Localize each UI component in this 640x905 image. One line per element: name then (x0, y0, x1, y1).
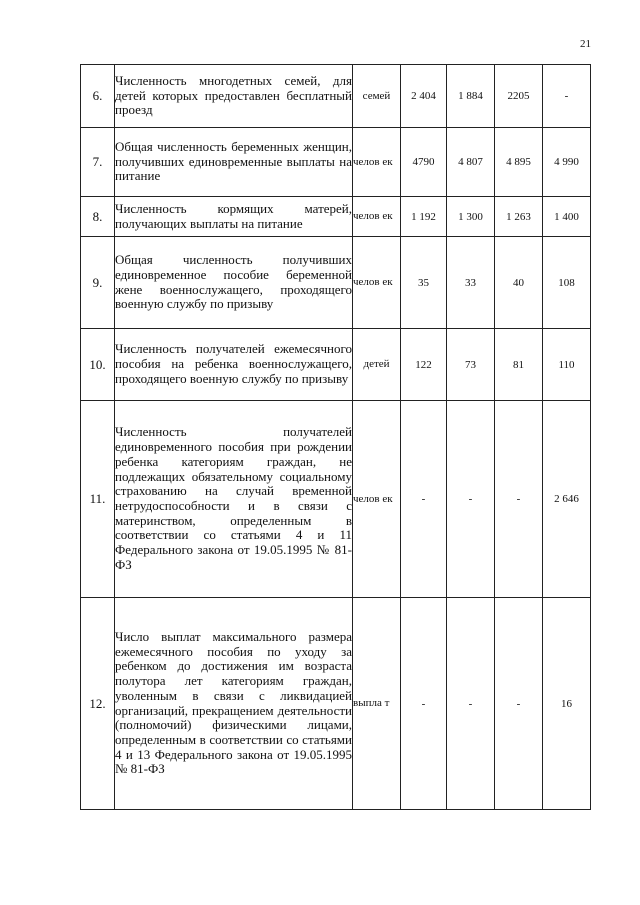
row-value-1: 122 (401, 329, 447, 401)
statistics-table (80, 64, 591, 810)
row-description (115, 65, 353, 128)
table-row (81, 329, 591, 401)
row-unit: челов ек (353, 401, 401, 598)
row-unit: челов ек (353, 237, 401, 329)
row-value-4: 108 (543, 237, 591, 329)
row-description-text: Общая численность получивших единовременное пособие беременной жене военнослужащего, проходящего военную службу по призыву (115, 252, 352, 312)
row-value-4: 16 (543, 598, 591, 810)
row-value-2: 73 (447, 329, 495, 401)
row-number: 12. (81, 598, 115, 810)
row-value-1: - (401, 401, 447, 598)
page-number: 21 (580, 38, 591, 50)
row-unit: детей (353, 329, 401, 401)
row-description-text: Численность многодетных семей, для детей которых предоставлен бесплатный проезд (115, 72, 352, 118)
row-value-1: 35 (401, 237, 447, 329)
row-description (115, 401, 353, 598)
row-number: 8. (81, 197, 115, 237)
row-value-4: 1 400 (543, 197, 591, 237)
row-value-1: 4790 (401, 128, 447, 197)
row-description (115, 128, 353, 197)
row-value-2: 4 807 (447, 128, 495, 197)
row-description (115, 197, 353, 237)
row-value-1: 1 192 (401, 197, 447, 237)
row-value-2: 1 884 (447, 65, 495, 128)
row-unit: челов ек (353, 128, 401, 197)
row-value-4: 2 646 (543, 401, 591, 598)
row-description (115, 598, 353, 810)
row-value-4: 4 990 (543, 128, 591, 197)
row-number: 6. (81, 65, 115, 128)
row-value-3: 2205 (495, 65, 543, 128)
row-description-text: Число выплат максимального размера ежемесячного пособия по уходу за ребенком до достижения им возраста полутора лет категориям граждан, уволенным в связи с ликвидацией организаций, прекращением деятельности (полномочий) физическими лицами, определенным в соответствии со статьями 4 и 13 Федерального закона от 19.05.1995 № 81-ФЗ (115, 628, 352, 777)
row-value-1: 2 404 (401, 65, 447, 128)
row-value-4: 110 (543, 329, 591, 401)
row-number: 7. (81, 128, 115, 197)
row-value-3: 40 (495, 237, 543, 329)
row-unit: выпла т (353, 598, 401, 810)
row-value-1: - (401, 598, 447, 810)
row-value-2: 33 (447, 237, 495, 329)
row-number: 10. (81, 329, 115, 401)
table-row (81, 65, 591, 128)
row-description (115, 237, 353, 329)
row-value-3: 4 895 (495, 128, 543, 197)
row-description (115, 329, 353, 401)
table-row (81, 401, 591, 598)
row-number: 9. (81, 237, 115, 329)
row-value-2: - (447, 401, 495, 598)
row-description-text: Численность кормящих матерей, получающих выплаты на питание (115, 200, 352, 231)
table-row (81, 197, 591, 237)
table-row (81, 128, 591, 197)
row-value-2: - (447, 598, 495, 810)
row-description-text: Общая численность беременных женщин, получивших единовременные выплаты на питание (115, 138, 352, 184)
row-unit: челов ек (353, 197, 401, 237)
row-number: 11. (81, 401, 115, 598)
row-description-text: Численность получателей ежемесячного пособия на ребенка военнослужащего, проходящего военную службу по призыву (115, 341, 352, 386)
table-row (81, 237, 591, 329)
table-row (81, 598, 591, 810)
row-value-3: 81 (495, 329, 543, 401)
row-value-2: 1 300 (447, 197, 495, 237)
row-value-3: - (495, 401, 543, 598)
row-value-3: 1 263 (495, 197, 543, 237)
row-value-3: - (495, 598, 543, 810)
row-unit: семей (353, 65, 401, 128)
row-description-text: Численность получателей единовременного пособия при рождении ребенка категориям граждан, не подлежащих обязательному социальному страхованию на случай временной нетрудоспособности и в связи с материнством, определенным в соответствии со статьями 4 и 11 Федерального закона от 19.05.1995 № 81-ФЗ (115, 424, 352, 572)
row-value-4: - (543, 65, 591, 128)
